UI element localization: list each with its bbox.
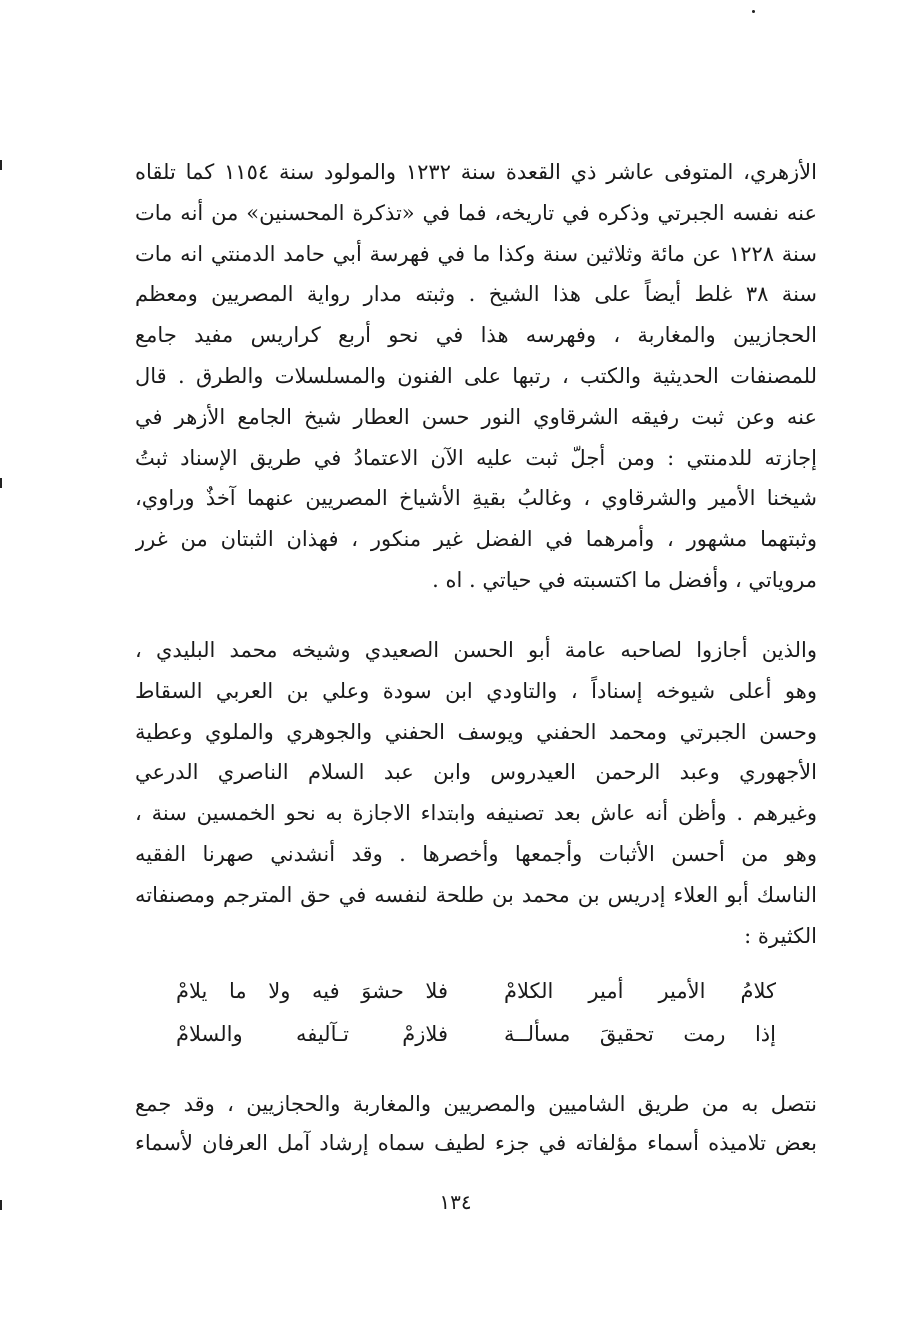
text-line: وثبتهما مشهور ، وأمرهما في الفضل غير منكور ، فهذان الثبتان من غرر [135,527,817,552]
poem-hemistich-first: إذا رمت تحقيقَ مسألــة [504,1022,776,1046]
text-line: الناسك أبو العلاء إدريس بن محمد بن طلحة لنفسه في حق المترجم ومصنفاته [135,882,817,907]
text-line: الحجازيين والمغاربة ، وفهرسه هذا في نحو أربع كراريس مفيد جامع [135,323,817,348]
text-line: إجازته للدمنتي : ومن أجلّ ثبت عليه الآن الاعتمادُ في طريق الإسناد ثبتُ [135,445,817,470]
text-line: للمصنفات الحديثية والكتب ، رتبها على الفنون والمسلسلات والطرق . قال [135,363,817,388]
text-line: الأجهوري وعبد الرحمن العيدروس وابن عبد السلام الناصري الدرعي [135,760,817,785]
left-margin-mark [0,478,2,488]
text-line: عنه وعن ثبت رفيقه الشرقاوي النور حسن العطار شيخ الجامع الأزهر في [135,404,817,429]
text-line: شيخنا الأمير والشرقاوي ، وغالبُ بقيةِ الأشياخ المصريين عنهما آخذٌ وراوي، [135,486,817,511]
poem-verse [176,1013,776,1056]
left-margin-mark [0,160,2,170]
text-line: وغيرهم . وأظن أنه عاش بعد تصنيفه وابتداء الاجازة به نحو الخمسين سنة ، [135,801,817,826]
text-line: سنة ٣٨ غلط أيضاً على هذا الشيخ . وثبته مدار رواية المصريين ومعظم [135,282,817,307]
paragraph-1 [135,152,817,601]
text-line: والذين أجازوا لصاحبه عامة أبو الحسن الصعيدي وشيخه محمد البليدي ، [135,638,817,662]
poem-verse [176,970,776,1013]
text-line: وهو أعلى شيوخه إسناداً ، والتاودي ابن سودة وعلي بن العربي السقاط [135,678,817,703]
text-line: بعض تلاميذه أسماء مؤلفاته في جزء لطيف سماه إرشاد آمل العرفان لأسماء [135,1131,817,1155]
poem-hemistich-first: كلامُ الأمير أمير الكلامْ [504,979,776,1003]
top-speck [752,10,755,13]
text-line: عنه نفسه الجبرتي وذكره في تاريخه، فما في «تذكرة المحسنين» من أنه مات [135,200,817,225]
text-line: الأزهري، المتوفى عاشر ذي القعدة سنة ١٢٣٢ والمولود سنة ١١٥٤ كما تلقاه [135,160,817,184]
poem [176,970,776,1056]
paragraph-2 [135,630,817,956]
text-line: الكثيرة : [744,923,817,948]
text-line: مروياتي ، وأفضل ما اكتسبته في حياتي . اه . [432,567,817,592]
text-line: نتصل به من طريق الشاميين والمصريين والمغاربة والحجازيين ، وقد جمع [135,1092,817,1116]
text-line: وهو من أحسن الأثبات وأجمعها وأخصرها . وقد أنشدني صهرنا الفقيه [135,841,817,866]
text-line: وحسن الجبرتي ومحمد الحفني ويوسف الحفني والجوهري والملوي وعطية [135,719,817,744]
poem-hemistich-second: فلا حشوَ فيه ولا ما يلامْ [176,979,448,1003]
paragraph-3 [135,1085,817,1163]
page-number: ١٣٤ [439,1190,472,1214]
poem-hemistich-second: فلازمْ تـآليفه والسلامْ [176,1022,448,1046]
text-line: سنة ١٢٢٨ عن مائة وثلاثين سنة وكذا ما في فهرسة أبي حامد الدمنتي انه مات [135,241,817,266]
